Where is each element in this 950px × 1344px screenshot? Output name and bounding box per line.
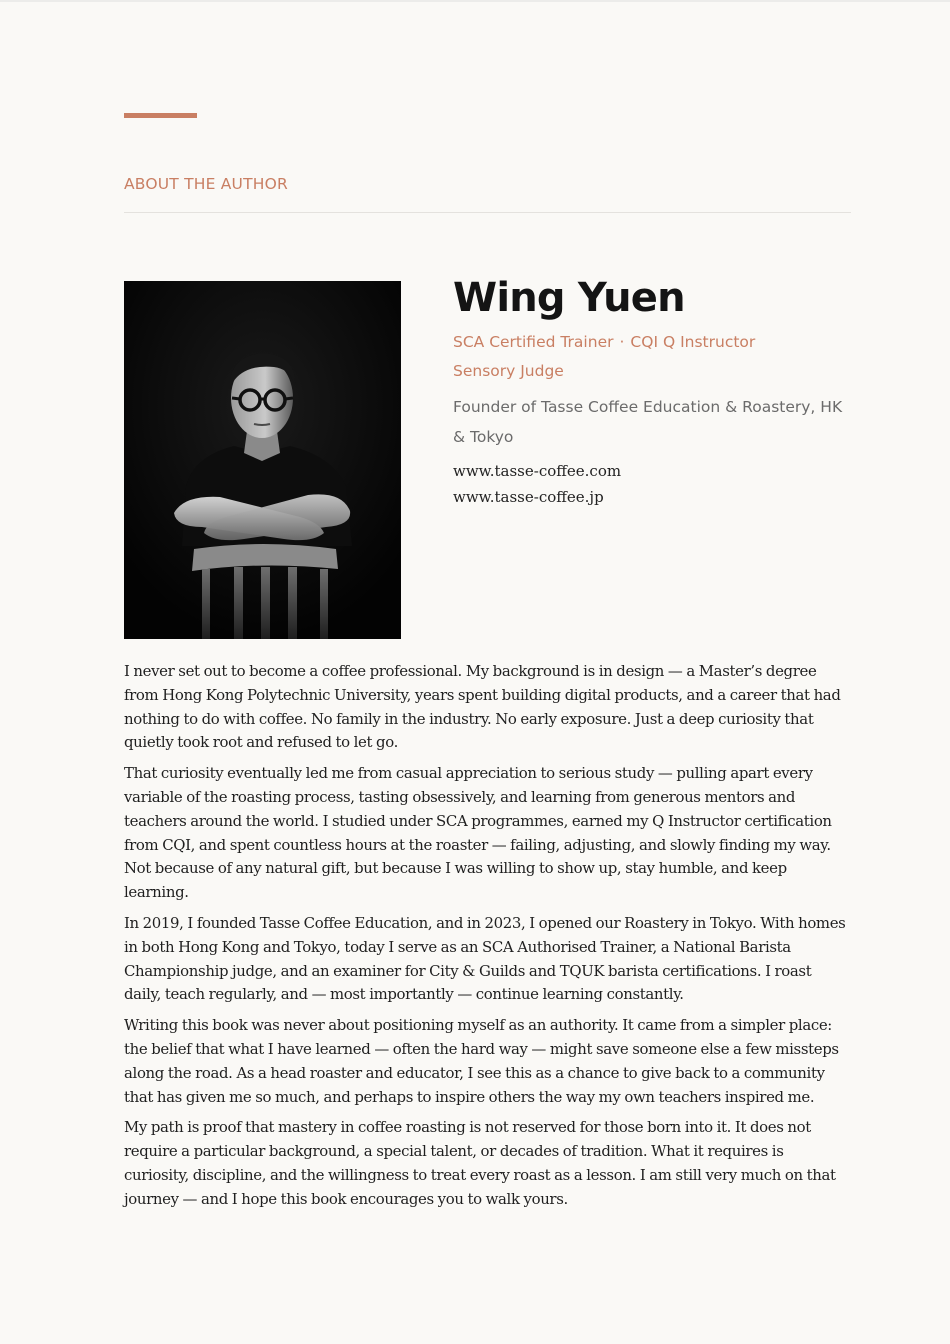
credential-sca: SCA Certified Trainer [453, 333, 614, 351]
author-name: Wing Yuen [453, 275, 685, 321]
bio-paragraph: Writing this book was never about positioning myself as an authority. It came from a simpler place: the belief that what I have learned — often the hard way — might save someone else a few missteps along the road. As a head roaster and educator, I see this as a chance to give back to a community that has given me so much, and perhaps to inspire others the way my own teachers inspired me. [124, 1016, 839, 1106]
credentials-line-2: Sensory Judge [453, 362, 564, 380]
author-info [453, 272, 853, 510]
author-portrait [124, 281, 401, 639]
bio-paragraph: In 2019, I founded Tasse Coffee Education, and in 2023, I opened our Roastery in Tokyo. With homes in both Hong Kong and Tokyo, today I serve as an SCA Authorised Trainer, a National Barista Championship judge, and an examiner for City & Guilds and TQUK barista certifications. I roast daily, teach regularly, and — most importantly — continue learning constantly. [124, 913, 846, 1004]
author-bio [124, 660, 852, 1219]
website-link-jp[interactable]: www.tasse-coffee.jp [453, 488, 604, 506]
section-label: ABOUT THE AUTHOR [124, 175, 288, 193]
credential-separator: · [619, 333, 625, 351]
top-rule [0, 0, 950, 2]
founder-line: Founder of Tasse Coffee Education & Roastery, HK & Tokyo [453, 398, 843, 446]
website-links [453, 458, 853, 510]
bio-paragraph: My path is proof that mastery in coffee roasting is not reserved for those born into it. It does not require a particular background, a special talent, or decades of tradition. What it requires is curiosity, discipline, and the willingness to treat every roast as a lesson. I am still very much on that journey — and I hope this book encourages you to walk yours. [124, 1118, 836, 1208]
accent-bar [124, 113, 197, 118]
bio-paragraph: That curiosity eventually led me from casual appreciation to serious study — pulling apart every variable of the roasting process, tasting obsessively, and learning from generous mentors and teachers around the world. I studied under SCA programmes, earned my Q Instructor certification from CQI, and spent countless hours at the roaster — failing, adjusting, and slowly finding my way. Not because of any natural gift, but because I was willing to show up, stay humble, and keep learning. [124, 764, 832, 902]
credentials-line-1 [453, 328, 853, 357]
bio-paragraph: I never set out to become a coffee professional. My background is in design — a Master’s degree from Hong Kong Polytechnic University, years spent building digital products, and a career that had nothing to do with coffee. No family in the industry. No early exposure. Just a deep curiosity that quietly took root and refused to let go. [124, 662, 841, 752]
website-link-com[interactable]: www.tasse-coffee.com [453, 462, 622, 480]
credential-cqi: CQI Q Instructor [630, 333, 756, 351]
section-divider [124, 212, 851, 213]
credentials [453, 328, 853, 386]
